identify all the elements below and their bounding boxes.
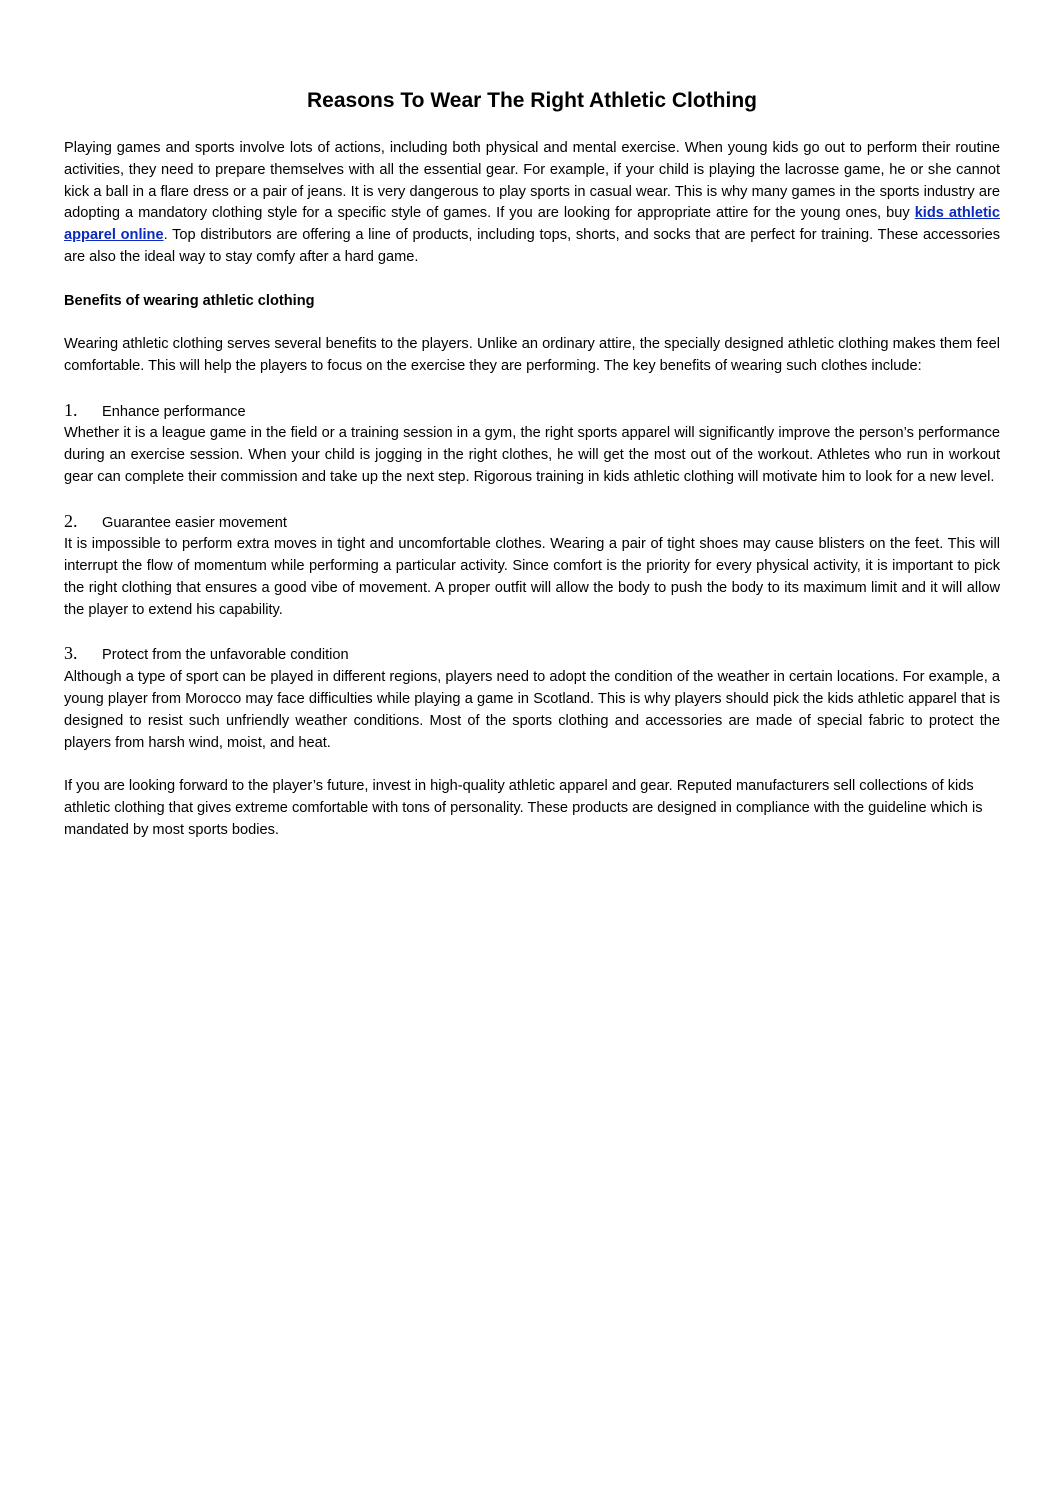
document-title: Reasons To Wear The Right Athletic Clothing — [307, 89, 757, 112]
item-2-title: Guarantee easier movement — [102, 514, 287, 531]
item-1-body: Whether it is a league game in the field or a training session in a gym, the right sports apparel will significantly improve the person’s performance during an exercise session. When your child is jogging in the right clothes, he will get the most out of the workout. Athletes who run in workout gear can complete their commission and take up the next step. Rigorous training in kids athletic clothing will motivate him to look for a new level. — [64, 425, 1000, 485]
conclusion-paragraph: If you are looking forward to the player’s future, invest in high-quality athletic apparel and gear. Reputed manufacturers sell collections of kids athletic clothing that gives extreme comfortable with tons of personality. These products are designed in compliance with the guideline which is mandated by most sports bodies. — [64, 778, 983, 838]
item-2-body: It is impossible to perform extra moves in tight and uncomfortable clothes. Wearing a pair of tight shoes may cause blisters on the feet. This will interrupt the flow of momentum while performing a particular activity. Since comfort is the priority for every physical activity, it is important to pick the right clothing that ensures a good vibe of movement. A proper outfit will allow the body to push the body to its maximum limit and it will allow the player to extend his capability. — [64, 536, 1000, 618]
intro-text-after-link: . Top distributors are offering a line of products, including tops, shorts, and socks that are perfect for training. These accessories are also the ideal way to stay comfy after a hard game. — [64, 227, 1000, 265]
item-3-title: Protect from the unfavorable condition — [102, 647, 349, 664]
item-1-heading — [64, 400, 1000, 424]
item-1-title: Enhance performance — [102, 403, 246, 420]
document-page — [64, 86, 1000, 863]
item-2-heading — [64, 511, 1000, 535]
kids-athletic-apparel-link[interactable]: kids athletic apparel online — [64, 205, 1000, 244]
intro-paragraph — [64, 138, 1000, 269]
item-3-body: Although a type of sport can be played in different regions, players need to adopt the condition of the weather in certain locations. For example, a young player from Morocco may face difficulties while playing a game in Scotland. This is why players should pick the kids athletic apparel that is designed to resist such unfriendly weather conditions. Most of the sports clothing and accessories are made of special fabric to protect the players from harsh wind, moist, and heat. — [64, 669, 1000, 751]
item-1-number: 1. — [64, 399, 78, 420]
intro-text-before-link: Playing games and sports involve lots of actions, including both physical and mental exercise. When young kids go out to perform their routine activities, they need to prepare themselves with all the essential gear. For example, if your child is playing the lacrosse game, he or she cannot kick a ball in a flare dress or a pair of jeans. It is very dangerous to play sports in casual wear. This is why many games in the sports industry are adopting a mandatory clothing style for a specific style of games. If you are looking for appropriate attire for the young ones, buy — [64, 140, 1000, 222]
item-3-number: 3. — [64, 643, 78, 664]
benefits-intro-paragraph: Wearing athletic clothing serves several benefits to the players. Unlike an ordinary attire, the specially designed athletic clothing makes them feel comfortable. This will help the players to focus on the exercise they are performing. The key benefits of wearing such clothes include: — [64, 336, 1000, 374]
benefits-heading: Benefits of wearing athletic clothing — [64, 292, 315, 309]
item-2-number: 2. — [64, 510, 78, 531]
item-3-heading — [64, 643, 1000, 667]
